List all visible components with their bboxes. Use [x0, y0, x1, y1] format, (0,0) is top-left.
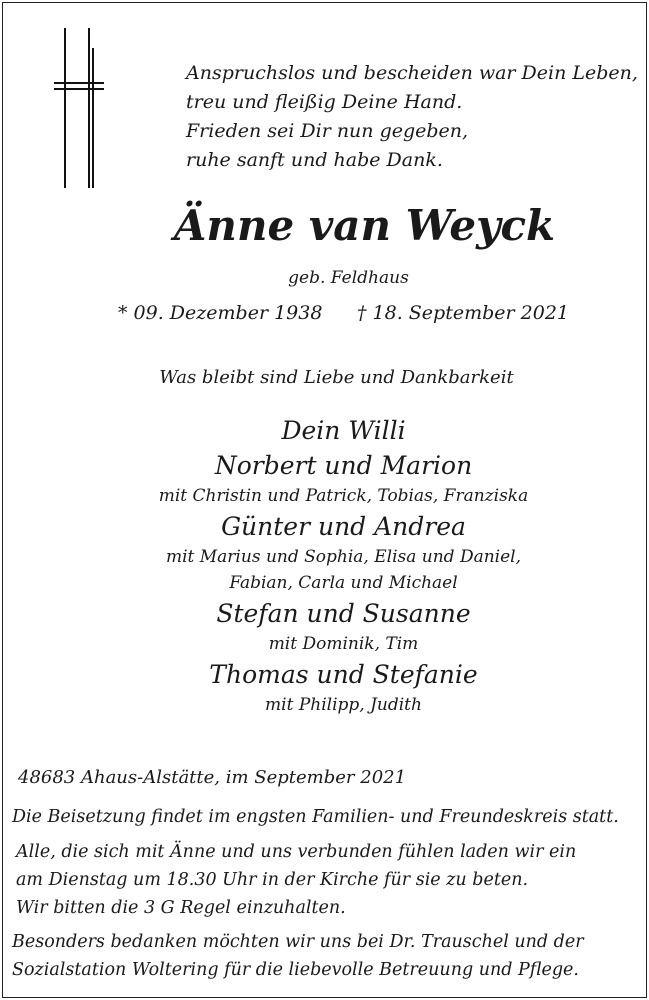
family-member: Günter und Andrea [221, 512, 466, 541]
family-member: Norbert und Marion [214, 451, 473, 480]
invitation-line: am Dienstag um 18.30 Uhr in der Kirche für sie zu beten. [16, 870, 529, 890]
invitation-line: Wir bitten die 3 G Regel einzuhalten. [16, 898, 346, 918]
thanks [12, 928, 584, 984]
family-children: mit Dominik, Tim [268, 634, 419, 654]
birth-name: geb. Feldhaus [288, 268, 409, 288]
poem-line: treu und fleißig Deine Hand. [186, 91, 463, 113]
thanks-line: Sozialstation Woltering für die liebevolle Betreuung und Pflege. [12, 960, 579, 980]
family-children: mit Marius und Sophia, Elisa und Daniel, [165, 547, 522, 567]
deceased-name: Änne van Weyck [173, 201, 556, 250]
family-children: mit Philipp, Judith [265, 695, 422, 715]
thanks-line: Besonders bedanken möchten wir uns bei Dr. Trauschel und der [12, 932, 584, 952]
funeral-note: Die Beisetzung findet im engsten Familien- und Freundeskreis statt. [12, 807, 619, 827]
family-children: Fabian, Carla und Michael [229, 573, 458, 593]
family-member: Dein Willi [281, 416, 406, 445]
death-date: † 18. September 2021 [357, 302, 569, 324]
poem-line: ruhe sanft und habe Dank. [186, 149, 443, 171]
poem-line: Frieden sei Dir nun gegeben, [186, 120, 469, 142]
cross-icon [54, 28, 104, 188]
family-list [0, 413, 649, 718]
invitation-line: Alle, die sich mit Änne und uns verbunden fühlen laden wir ein [16, 842, 577, 862]
place-date: 48683 Ahaus-Alstätte, im September 2021 [18, 767, 407, 788]
family-member: Thomas und Stefanie [209, 660, 478, 689]
invitation [16, 838, 576, 922]
birth-date: * 09. Dezember 1938 [118, 302, 323, 324]
motto: Was bleibt sind Liebe und Dankbarkeit [159, 367, 514, 388]
family-member: Stefan und Susanne [216, 599, 471, 628]
poem-line: Anspruchslos und bescheiden war Dein Leben, [186, 62, 638, 84]
poem [186, 59, 638, 175]
family-children: mit Christin und Patrick, Tobias, Franziska [158, 486, 529, 506]
